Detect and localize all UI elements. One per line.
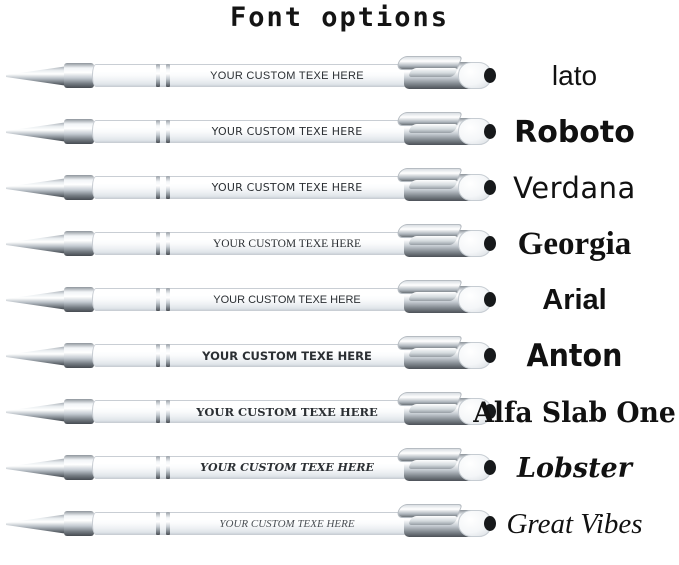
pen-image <box>6 112 486 152</box>
pen-engraved-text: YOUR CUSTOM TEXE HERE <box>196 404 378 419</box>
pen-grip-band <box>64 63 94 88</box>
pen-clip-arm-inner <box>407 348 458 357</box>
pen-ring-1 <box>156 288 160 311</box>
pen-ring-1 <box>156 344 160 367</box>
pen-engraved-text: YOUR CUSTOM TEXE HERE <box>213 293 361 306</box>
pen-clip-arm-inner <box>407 180 458 189</box>
font-name-label: Anton <box>526 338 623 374</box>
pen-ring-2 <box>166 400 170 423</box>
pen-tip-cone <box>6 234 68 254</box>
pen-engraved-text: YOUR CUSTOM TEXE HERE <box>211 125 363 138</box>
pen-ring-2 <box>166 64 170 87</box>
pen-ring-2 <box>166 176 170 199</box>
pen-clip-arm-inner <box>407 292 458 301</box>
pen-tip-cone <box>6 458 68 478</box>
font-name-label: Great Vibes <box>506 507 643 540</box>
pen-engraved-text: YOUR CUSTOM TEXE HERE <box>202 348 372 363</box>
font-name-label: Alfa Slab One <box>473 395 676 429</box>
pen-engraved-text: YOUR CUSTOM TEXE HERE <box>211 181 363 194</box>
pen-tip-cone <box>6 178 68 198</box>
pen-ring-2 <box>166 232 170 255</box>
pen-clip-arm-inner <box>407 124 458 133</box>
pen-grip-band <box>64 231 94 256</box>
pen-tip-cone <box>6 290 68 310</box>
pen-ring-2 <box>166 120 170 143</box>
list-item[interactable] <box>0 384 679 440</box>
pen-tip-cone <box>6 514 68 534</box>
list-item[interactable] <box>0 272 679 328</box>
font-name-label: Georgia <box>517 225 632 262</box>
page-title: Font options <box>229 2 450 33</box>
pen-grip-band <box>64 175 94 200</box>
pen-image <box>6 280 486 320</box>
pen-ring-1 <box>156 456 160 479</box>
list-item[interactable] <box>0 496 679 552</box>
pen-tip-cone <box>6 66 68 86</box>
pen-grip-band <box>64 455 94 480</box>
list-item[interactable] <box>0 160 679 216</box>
pen-clip-arm-inner <box>407 404 458 413</box>
pen-grip-band <box>64 287 94 312</box>
font-name-label: Lobster <box>517 452 632 484</box>
pen-engraved-text: YOUR CUSTOM TEXE HERE <box>210 69 364 82</box>
pen-tip-cone <box>6 402 68 422</box>
pen-ring-2 <box>166 288 170 311</box>
pen-clip-arm-inner <box>407 460 458 469</box>
list-item[interactable] <box>0 104 679 160</box>
pen-engraved-text: YOUR CUSTOM TEXE HERE <box>212 237 362 250</box>
list-item[interactable] <box>0 48 679 104</box>
pen-ring-2 <box>166 456 170 479</box>
pen-ring-1 <box>156 400 160 423</box>
pen-ring-1 <box>156 176 160 199</box>
pen-tip-cone <box>6 122 68 142</box>
pen-grip-band <box>64 343 94 368</box>
pen-image <box>6 392 486 432</box>
pen-image <box>6 504 486 544</box>
pen-clip-arm-inner <box>407 516 458 525</box>
pen-clip-arm-inner <box>407 236 458 245</box>
pen-tip-cone <box>6 346 68 366</box>
pen-engraved-text: YOUR CUSTOM TEXE HERE <box>200 461 374 474</box>
font-name-label: Roboto <box>514 114 635 150</box>
pen-grip-band <box>64 119 94 144</box>
pen-ring-2 <box>166 344 170 367</box>
pen-image <box>6 448 486 488</box>
list-item[interactable] <box>0 440 679 496</box>
font-name-label: Verdana <box>513 171 636 205</box>
pen-engraved-text: YOUR CUSTOM TEXE HERE <box>219 517 355 530</box>
list-item[interactable] <box>0 216 679 272</box>
pen-grip-band <box>64 399 94 424</box>
pen-image <box>6 168 486 208</box>
pen-image <box>6 224 486 264</box>
font-name-label: Arial <box>542 283 607 316</box>
pen-ring-1 <box>156 64 160 87</box>
pen-ring-2 <box>166 512 170 535</box>
pen-grip-band <box>64 511 94 536</box>
pen-ring-1 <box>156 512 160 535</box>
list-item[interactable] <box>0 328 679 384</box>
pen-image <box>6 56 486 96</box>
pen-image <box>6 336 486 376</box>
pen-ring-1 <box>156 232 160 255</box>
pen-clip-arm-inner <box>407 68 458 77</box>
font-name-label: lato <box>551 60 598 91</box>
pen-ring-1 <box>156 120 160 143</box>
font-options-list <box>0 48 679 552</box>
